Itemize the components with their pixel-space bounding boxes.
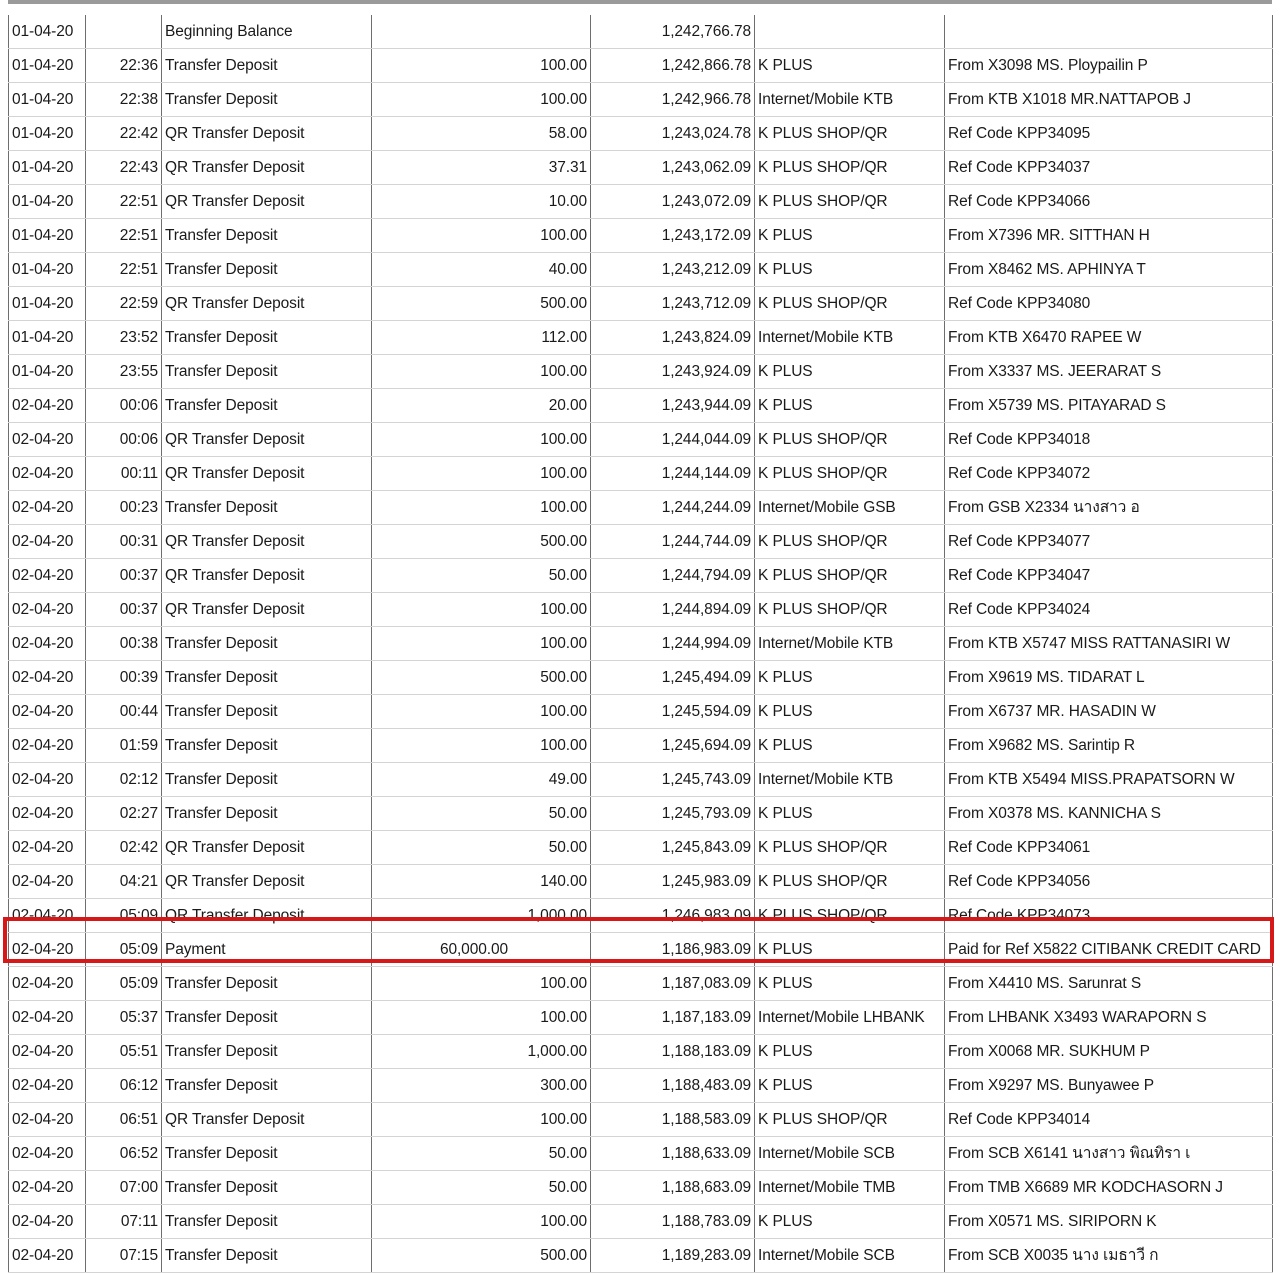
amount-cell: 60,000.00 — [372, 933, 591, 967]
balance-cell: 1,242,966.78 — [591, 83, 755, 117]
time-cell: 00:38 — [86, 627, 162, 661]
table-row — [9, 661, 1273, 695]
table-row — [9, 627, 1273, 661]
balance-cell: 1,244,144.09 — [591, 457, 755, 491]
description-cell: Transfer Deposit — [162, 253, 372, 287]
channel-cell: K PLUS — [755, 355, 945, 389]
amount-cell: 58.00 — [372, 117, 591, 151]
balance-cell: 1,244,994.09 — [591, 627, 755, 661]
description-cell: QR Transfer Deposit — [162, 593, 372, 627]
channel-cell: K PLUS — [755, 695, 945, 729]
amount-cell: 100.00 — [372, 49, 591, 83]
time-cell: 02:42 — [86, 831, 162, 865]
amount-cell: 500.00 — [372, 287, 591, 321]
time-cell: 06:12 — [86, 1069, 162, 1103]
time-cell: 22:36 — [86, 49, 162, 83]
channel-cell: Internet/Mobile SCB — [755, 1239, 945, 1273]
time-cell: 02:12 — [86, 763, 162, 797]
table-row — [9, 525, 1273, 559]
details-cell: From X9682 MS. Sarintip R — [945, 729, 1273, 763]
amount-cell: 100.00 — [372, 967, 591, 1001]
table-row — [9, 389, 1273, 423]
table-row — [9, 423, 1273, 457]
description-cell: Transfer Deposit — [162, 1035, 372, 1069]
description-cell: Transfer Deposit — [162, 661, 372, 695]
amount-cell: 100.00 — [372, 729, 591, 763]
details-cell: From X0068 MR. SUKHUM P — [945, 1035, 1273, 1069]
date-cell: 02-04-20 — [9, 1137, 86, 1171]
channel-cell: K PLUS — [755, 967, 945, 1001]
amount-cell: 100.00 — [372, 627, 591, 661]
details-cell: From X3337 MS. JEERARAT S — [945, 355, 1273, 389]
amount-cell: 100.00 — [372, 423, 591, 457]
date-cell: 01-04-20 — [9, 83, 86, 117]
balance-cell: 1,242,866.78 — [591, 49, 755, 83]
time-cell: 00:06 — [86, 423, 162, 457]
channel-cell — [755, 15, 945, 49]
table-row — [9, 899, 1273, 933]
description-cell: Transfer Deposit — [162, 491, 372, 525]
description-cell: Transfer Deposit — [162, 627, 372, 661]
date-cell: 02-04-20 — [9, 797, 86, 831]
description-cell: Transfer Deposit — [162, 355, 372, 389]
date-cell: 02-04-20 — [9, 831, 86, 865]
channel-cell: Internet/Mobile SCB — [755, 1137, 945, 1171]
amount-cell: 10.00 — [372, 185, 591, 219]
date-cell: 01-04-20 — [9, 117, 86, 151]
details-cell: Ref Code KPP34080 — [945, 287, 1273, 321]
time-cell: 22:51 — [86, 185, 162, 219]
time-cell: 05:09 — [86, 967, 162, 1001]
details-cell: From LHBANK X3493 WARAPORN S — [945, 1001, 1273, 1035]
channel-cell: K PLUS SHOP/QR — [755, 151, 945, 185]
balance-cell: 1,244,244.09 — [591, 491, 755, 525]
time-cell: 22:42 — [86, 117, 162, 151]
channel-cell: K PLUS — [755, 797, 945, 831]
balance-cell: 1,188,683.09 — [591, 1171, 755, 1205]
balance-cell: 1,243,712.09 — [591, 287, 755, 321]
date-cell: 02-04-20 — [9, 933, 86, 967]
channel-cell: K PLUS — [755, 389, 945, 423]
channel-cell: K PLUS — [755, 1069, 945, 1103]
amount-cell: 37.31 — [372, 151, 591, 185]
time-cell: 22:59 — [86, 287, 162, 321]
date-cell: 01-04-20 — [9, 185, 86, 219]
balance-cell: 1,187,083.09 — [591, 967, 755, 1001]
table-row — [9, 831, 1273, 865]
description-cell: Transfer Deposit — [162, 219, 372, 253]
balance-cell: 1,244,744.09 — [591, 525, 755, 559]
time-cell: 05:37 — [86, 1001, 162, 1035]
balance-cell: 1,243,072.09 — [591, 185, 755, 219]
date-cell: 02-04-20 — [9, 729, 86, 763]
time-cell: 06:52 — [86, 1137, 162, 1171]
balance-cell: 1,186,983.09 — [591, 933, 755, 967]
details-cell: From X8462 MS. APHINYA T — [945, 253, 1273, 287]
time-cell: 22:38 — [86, 83, 162, 117]
date-cell: 02-04-20 — [9, 695, 86, 729]
details-cell: Ref Code KPP34073 — [945, 899, 1273, 933]
amount-cell: 100.00 — [372, 593, 591, 627]
time-cell: 00:23 — [86, 491, 162, 525]
channel-cell: K PLUS — [755, 1205, 945, 1239]
amount-cell: 100.00 — [372, 355, 591, 389]
balance-cell: 1,243,024.78 — [591, 117, 755, 151]
details-cell: From KTB X1018 MR.NATTAPOB J — [945, 83, 1273, 117]
table-row — [9, 491, 1273, 525]
balance-cell: 1,243,924.09 — [591, 355, 755, 389]
details-cell: Ref Code KPP34056 — [945, 865, 1273, 899]
description-cell: QR Transfer Deposit — [162, 151, 372, 185]
description-cell: QR Transfer Deposit — [162, 287, 372, 321]
amount-cell: 100.00 — [372, 457, 591, 491]
description-cell: QR Transfer Deposit — [162, 185, 372, 219]
amount-cell: 50.00 — [372, 1137, 591, 1171]
description-cell: Transfer Deposit — [162, 797, 372, 831]
description-cell: Transfer Deposit — [162, 1001, 372, 1035]
date-cell: 01-04-20 — [9, 219, 86, 253]
time-cell: 05:09 — [86, 933, 162, 967]
amount-cell: 112.00 — [372, 321, 591, 355]
time-cell: 00:44 — [86, 695, 162, 729]
table-row — [9, 253, 1273, 287]
channel-cell: K PLUS SHOP/QR — [755, 457, 945, 491]
description-cell: Beginning Balance — [162, 15, 372, 49]
details-cell: Ref Code KPP34047 — [945, 559, 1273, 593]
time-cell: 06:51 — [86, 1103, 162, 1137]
channel-cell: K PLUS SHOP/QR — [755, 287, 945, 321]
date-cell: 01-04-20 — [9, 49, 86, 83]
channel-cell: K PLUS SHOP/QR — [755, 865, 945, 899]
details-cell: From X6737 MR. HASADIN W — [945, 695, 1273, 729]
date-cell: 02-04-20 — [9, 661, 86, 695]
details-cell: From X7396 MR. SITTHAN H — [945, 219, 1273, 253]
amount-cell: 500.00 — [372, 525, 591, 559]
amount-cell: 50.00 — [372, 1171, 591, 1205]
channel-cell: Internet/Mobile KTB — [755, 763, 945, 797]
balance-cell: 1,243,172.09 — [591, 219, 755, 253]
amount-cell: 100.00 — [372, 219, 591, 253]
description-cell: Transfer Deposit — [162, 49, 372, 83]
date-cell: 02-04-20 — [9, 389, 86, 423]
description-cell: Transfer Deposit — [162, 1205, 372, 1239]
table-row — [9, 151, 1273, 185]
channel-cell: Internet/Mobile KTB — [755, 321, 945, 355]
channel-cell: K PLUS SHOP/QR — [755, 593, 945, 627]
date-cell: 02-04-20 — [9, 899, 86, 933]
details-cell: Ref Code KPP34072 — [945, 457, 1273, 491]
table-row — [9, 797, 1273, 831]
details-cell: From TMB X6689 MR KODCHASORN J — [945, 1171, 1273, 1205]
date-cell: 01-04-20 — [9, 355, 86, 389]
balance-cell: 1,245,983.09 — [591, 865, 755, 899]
details-cell: From SCB X0035 นาง เมธาวี ก — [945, 1239, 1273, 1273]
channel-cell: K PLUS SHOP/QR — [755, 117, 945, 151]
table-row — [9, 15, 1273, 49]
statement-body — [9, 15, 1273, 1273]
date-cell: 02-04-20 — [9, 627, 86, 661]
details-cell: Ref Code KPP34061 — [945, 831, 1273, 865]
amount-cell: 40.00 — [372, 253, 591, 287]
channel-cell: K PLUS — [755, 1035, 945, 1069]
channel-cell: K PLUS — [755, 253, 945, 287]
balance-cell: 1,246,983.09 — [591, 899, 755, 933]
table-row — [9, 695, 1273, 729]
balance-cell: 1,188,783.09 — [591, 1205, 755, 1239]
amount-cell: 50.00 — [372, 797, 591, 831]
date-cell: 02-04-20 — [9, 1069, 86, 1103]
description-cell: QR Transfer Deposit — [162, 899, 372, 933]
description-cell: Payment — [162, 933, 372, 967]
table-row — [9, 1103, 1273, 1137]
time-cell: 00:37 — [86, 559, 162, 593]
channel-cell: Internet/Mobile LHBANK — [755, 1001, 945, 1035]
date-cell: 02-04-20 — [9, 1205, 86, 1239]
time-cell: 00:11 — [86, 457, 162, 491]
description-cell: Transfer Deposit — [162, 321, 372, 355]
table-row — [9, 321, 1273, 355]
table-row — [9, 457, 1273, 491]
time-cell: 00:31 — [86, 525, 162, 559]
date-cell: 01-04-20 — [9, 321, 86, 355]
description-cell: Transfer Deposit — [162, 763, 372, 797]
time-cell: 22:51 — [86, 219, 162, 253]
table-row — [9, 1069, 1273, 1103]
amount-cell — [372, 15, 591, 49]
description-cell: QR Transfer Deposit — [162, 559, 372, 593]
date-cell: 02-04-20 — [9, 1001, 86, 1035]
amount-cell: 50.00 — [372, 831, 591, 865]
date-cell: 02-04-20 — [9, 1103, 86, 1137]
amount-cell: 1,000.00 — [372, 899, 591, 933]
table-row — [9, 1001, 1273, 1035]
description-cell: QR Transfer Deposit — [162, 423, 372, 457]
details-cell: Ref Code KPP34077 — [945, 525, 1273, 559]
description-cell: QR Transfer Deposit — [162, 831, 372, 865]
time-cell: 07:15 — [86, 1239, 162, 1273]
balance-cell: 1,188,483.09 — [591, 1069, 755, 1103]
table-row — [9, 1035, 1273, 1069]
amount-cell: 49.00 — [372, 763, 591, 797]
description-cell: Transfer Deposit — [162, 389, 372, 423]
time-cell: 05:09 — [86, 899, 162, 933]
channel-cell: K PLUS — [755, 729, 945, 763]
details-cell: Ref Code KPP34066 — [945, 185, 1273, 219]
date-cell: 02-04-20 — [9, 491, 86, 525]
details-cell: From X0378 MS. KANNICHA S — [945, 797, 1273, 831]
channel-cell: K PLUS — [755, 49, 945, 83]
channel-cell: K PLUS SHOP/QR — [755, 899, 945, 933]
channel-cell: K PLUS SHOP/QR — [755, 525, 945, 559]
description-cell: Transfer Deposit — [162, 695, 372, 729]
table-row — [9, 355, 1273, 389]
details-cell: From X4410 MS. Sarunrat S — [945, 967, 1273, 1001]
balance-cell: 1,243,824.09 — [591, 321, 755, 355]
channel-cell: K PLUS SHOP/QR — [755, 185, 945, 219]
details-cell: From X9297 MS. Bunyawee P — [945, 1069, 1273, 1103]
channel-cell: Internet/Mobile KTB — [755, 627, 945, 661]
date-cell: 02-04-20 — [9, 457, 86, 491]
amount-cell: 100.00 — [372, 1205, 591, 1239]
table-row — [9, 1205, 1273, 1239]
channel-cell: Internet/Mobile KTB — [755, 83, 945, 117]
time-cell: 00:39 — [86, 661, 162, 695]
details-cell: From SCB X6141 นางสาว พิณทิรา เ — [945, 1137, 1273, 1171]
details-cell — [945, 15, 1273, 49]
date-cell: 01-04-20 — [9, 253, 86, 287]
balance-cell: 1,244,044.09 — [591, 423, 755, 457]
channel-cell: K PLUS — [755, 661, 945, 695]
details-cell: From X3098 MS. Ploypailin P — [945, 49, 1273, 83]
description-cell: QR Transfer Deposit — [162, 525, 372, 559]
table-row — [9, 865, 1273, 899]
amount-cell: 100.00 — [372, 1103, 591, 1137]
amount-cell: 500.00 — [372, 1239, 591, 1273]
description-cell: Transfer Deposit — [162, 729, 372, 763]
details-cell: Ref Code KPP34018 — [945, 423, 1273, 457]
balance-cell: 1,189,283.09 — [591, 1239, 755, 1273]
amount-cell: 300.00 — [372, 1069, 591, 1103]
amount-cell: 100.00 — [372, 1001, 591, 1035]
channel-cell: Internet/Mobile GSB — [755, 491, 945, 525]
date-cell: 02-04-20 — [9, 525, 86, 559]
details-cell: Paid for Ref X5822 CITIBANK CREDIT CARD — [945, 933, 1273, 967]
date-cell: 02-04-20 — [9, 763, 86, 797]
date-cell: 02-04-20 — [9, 559, 86, 593]
table-row — [9, 763, 1273, 797]
details-cell: From GSB X2334 นางสาว อ — [945, 491, 1273, 525]
details-cell: From X9619 MS. TIDARAT L — [945, 661, 1273, 695]
description-cell: QR Transfer Deposit — [162, 457, 372, 491]
balance-cell: 1,244,894.09 — [591, 593, 755, 627]
date-cell: 01-04-20 — [9, 151, 86, 185]
amount-cell: 20.00 — [372, 389, 591, 423]
top-rule — [8, 0, 1272, 4]
description-cell: QR Transfer Deposit — [162, 117, 372, 151]
balance-cell: 1,243,062.09 — [591, 151, 755, 185]
time-cell: 22:43 — [86, 151, 162, 185]
channel-cell: K PLUS SHOP/QR — [755, 831, 945, 865]
channel-cell: K PLUS SHOP/QR — [755, 423, 945, 457]
balance-cell: 1,242,766.78 — [591, 15, 755, 49]
date-cell: 02-04-20 — [9, 967, 86, 1001]
table-row — [9, 1239, 1273, 1273]
details-cell: From KTB X5494 MISS.PRAPATSORN W — [945, 763, 1273, 797]
balance-cell: 1,188,183.09 — [591, 1035, 755, 1069]
details-cell: From X5739 MS. PITAYARAD S — [945, 389, 1273, 423]
time-cell: 07:00 — [86, 1171, 162, 1205]
balance-cell: 1,188,583.09 — [591, 1103, 755, 1137]
date-cell: 02-04-20 — [9, 1239, 86, 1273]
description-cell: Transfer Deposit — [162, 1239, 372, 1273]
amount-cell: 500.00 — [372, 661, 591, 695]
table-row — [9, 117, 1273, 151]
balance-cell: 1,245,694.09 — [591, 729, 755, 763]
table-row — [9, 1171, 1273, 1205]
channel-cell: K PLUS — [755, 219, 945, 253]
balance-cell: 1,243,944.09 — [591, 389, 755, 423]
table-row — [9, 287, 1273, 321]
channel-cell: K PLUS SHOP/QR — [755, 1103, 945, 1137]
details-cell: From KTB X6470 RAPEE W — [945, 321, 1273, 355]
time-cell: 22:51 — [86, 253, 162, 287]
details-cell: Ref Code KPP34024 — [945, 593, 1273, 627]
table-row-highlighted — [9, 933, 1273, 967]
amount-cell: 50.00 — [372, 559, 591, 593]
table-row — [9, 967, 1273, 1001]
table-row — [9, 185, 1273, 219]
time-cell: 04:21 — [86, 865, 162, 899]
date-cell: 01-04-20 — [9, 287, 86, 321]
time-cell: 23:52 — [86, 321, 162, 355]
amount-cell: 100.00 — [372, 83, 591, 117]
time-cell: 02:27 — [86, 797, 162, 831]
details-cell: From X0571 MS. SIRIPORN K — [945, 1205, 1273, 1239]
table-row — [9, 1137, 1273, 1171]
description-cell: Transfer Deposit — [162, 1069, 372, 1103]
time-cell — [86, 15, 162, 49]
details-cell: Ref Code KPP34014 — [945, 1103, 1273, 1137]
date-cell: 02-04-20 — [9, 423, 86, 457]
description-cell: QR Transfer Deposit — [162, 865, 372, 899]
table-row — [9, 593, 1273, 627]
channel-cell: K PLUS — [755, 933, 945, 967]
balance-cell: 1,243,212.09 — [591, 253, 755, 287]
description-cell: Transfer Deposit — [162, 83, 372, 117]
table-row — [9, 83, 1273, 117]
amount-cell: 1,000.00 — [372, 1035, 591, 1069]
balance-cell: 1,245,743.09 — [591, 763, 755, 797]
date-cell: 02-04-20 — [9, 865, 86, 899]
date-cell: 02-04-20 — [9, 1171, 86, 1205]
amount-cell: 100.00 — [372, 695, 591, 729]
details-cell: From KTB X5747 MISS RATTANASIRI W — [945, 627, 1273, 661]
table-row — [9, 729, 1273, 763]
balance-cell: 1,245,594.09 — [591, 695, 755, 729]
table-row — [9, 49, 1273, 83]
channel-cell: Internet/Mobile TMB — [755, 1171, 945, 1205]
date-cell: 02-04-20 — [9, 1035, 86, 1069]
balance-cell: 1,187,183.09 — [591, 1001, 755, 1035]
table-row — [9, 559, 1273, 593]
amount-cell: 100.00 — [372, 491, 591, 525]
table-row — [9, 219, 1273, 253]
description-cell: Transfer Deposit — [162, 1137, 372, 1171]
description-cell: Transfer Deposit — [162, 1171, 372, 1205]
time-cell: 01:59 — [86, 729, 162, 763]
channel-cell: K PLUS SHOP/QR — [755, 559, 945, 593]
time-cell: 07:11 — [86, 1205, 162, 1239]
time-cell: 00:06 — [86, 389, 162, 423]
date-cell: 01-04-20 — [9, 15, 86, 49]
time-cell: 05:51 — [86, 1035, 162, 1069]
statement-table — [8, 15, 1273, 1273]
time-cell: 23:55 — [86, 355, 162, 389]
description-cell: QR Transfer Deposit — [162, 1103, 372, 1137]
description-cell: Transfer Deposit — [162, 967, 372, 1001]
date-cell: 02-04-20 — [9, 593, 86, 627]
time-cell: 00:37 — [86, 593, 162, 627]
details-cell: Ref Code KPP34037 — [945, 151, 1273, 185]
balance-cell: 1,245,793.09 — [591, 797, 755, 831]
amount-cell: 140.00 — [372, 865, 591, 899]
balance-cell: 1,245,843.09 — [591, 831, 755, 865]
balance-cell: 1,245,494.09 — [591, 661, 755, 695]
details-cell: Ref Code KPP34095 — [945, 117, 1273, 151]
balance-cell: 1,188,633.09 — [591, 1137, 755, 1171]
balance-cell: 1,244,794.09 — [591, 559, 755, 593]
